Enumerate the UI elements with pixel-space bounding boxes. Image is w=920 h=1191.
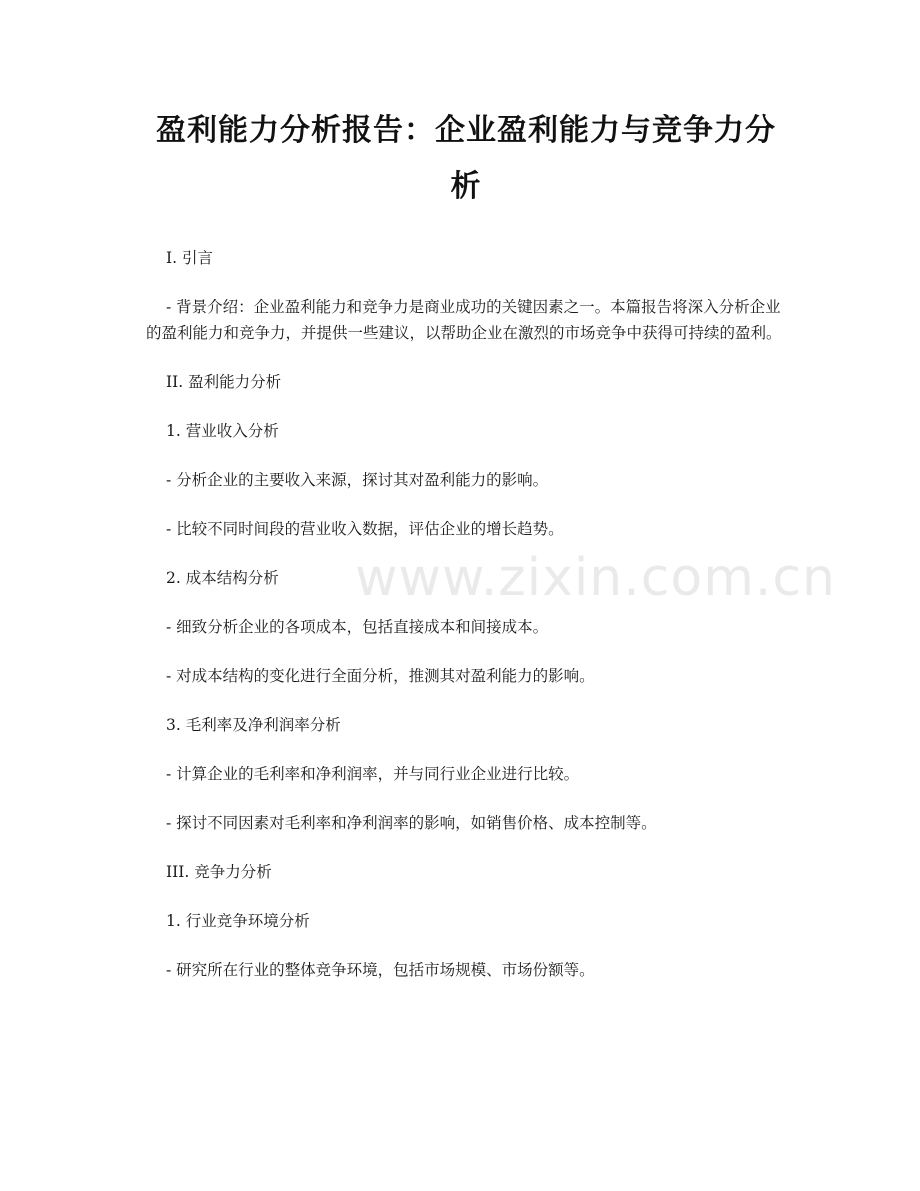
- paragraph: 3. 毛利率及净利润率分析: [166, 716, 341, 734]
- paragraph: - 比较不同时间段的营业收入数据，评估企业的增长趋势。: [166, 520, 564, 538]
- paragraph: 2. 成本结构分析: [166, 569, 279, 587]
- paragraph: III. 竞争力分析: [166, 863, 272, 881]
- paragraph: - 计算企业的毛利率和净利润率，并与同行业企业进行比较。: [166, 765, 580, 783]
- paragraph: - 背景介绍：企业盈利能力和竞争力是商业成功的关键因素之一。本篇报告将深入分析企业的盈利能力和竞争力，并提供一些建议，以帮助企业在激烈的市场竞争中获得可持续的盈利。: [146, 298, 782, 342]
- document-title: 盈利能力分析报告：企业盈利能力与竞争力分析: [156, 113, 776, 204]
- paragraph: 1. 行业竞争环境分析: [166, 912, 310, 930]
- paragraph: - 细致分析企业的各项成本，包括直接成本和间接成本。: [166, 618, 549, 636]
- paragraph: - 分析企业的主要收入来源，探讨其对盈利能力的影响。: [166, 471, 549, 489]
- paragraph: - 探讨不同因素对毛利率和净利润率的影响，如销售价格、成本控制等。: [166, 814, 657, 832]
- paragraph: - 对成本结构的变化进行全面分析，推测其对盈利能力的影响。: [166, 667, 595, 685]
- paragraph: I. 引言: [166, 249, 213, 267]
- paragraph: II. 盈利能力分析: [166, 373, 282, 391]
- paragraph: - 研究所在行业的整体竞争环境，包括市场规模、市场份额等。: [166, 961, 595, 979]
- watermark: www.zixin.com.cn: [355, 548, 836, 608]
- paragraph: 1. 营业收入分析: [166, 422, 279, 440]
- document-body: [146, 245, 786, 983]
